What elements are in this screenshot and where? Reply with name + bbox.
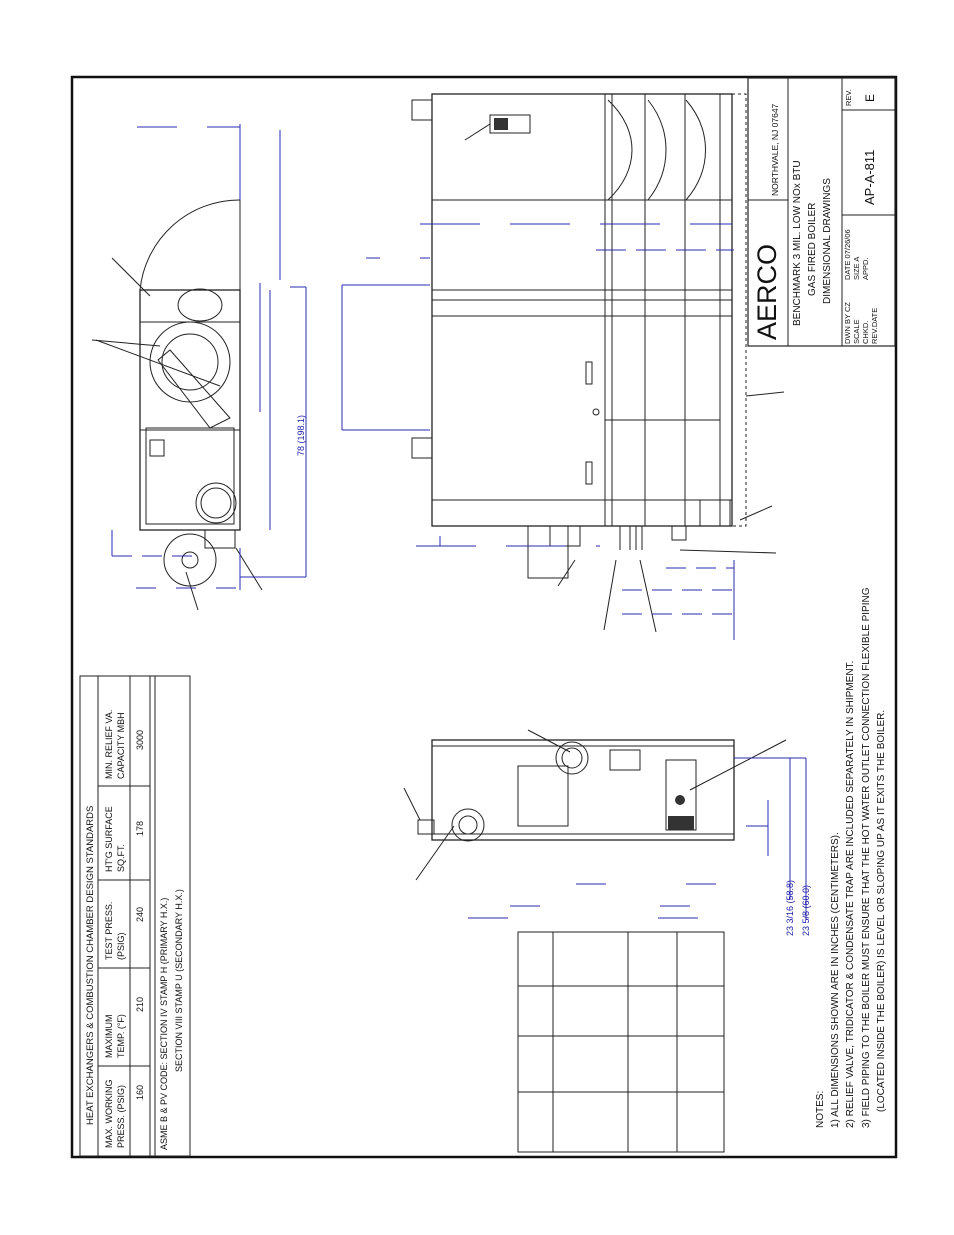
header-max-temp-2: TEMP. (°F) bbox=[116, 1014, 126, 1058]
design-standards-table bbox=[80, 676, 190, 1156]
company-logo: AERCO bbox=[752, 243, 782, 340]
dimension-grid bbox=[518, 932, 724, 1152]
value-max-temp: 210 bbox=[135, 996, 145, 1012]
value-relief: 3000 bbox=[135, 729, 145, 750]
rev-label: REV. bbox=[844, 89, 853, 106]
value-htg-surface: 178 bbox=[135, 820, 145, 836]
note-2: 2) RELIEF VALVE, TRIDICATOR & CONDENSATE TRAP ARE INCLUDED SEPARATELY IN SHIPMENT. bbox=[845, 660, 856, 1128]
header-max-temp-1: MAXIMUM bbox=[104, 1014, 114, 1058]
header-test-press-1: TEST PRESS. bbox=[104, 901, 114, 960]
drawing-number: AP-A-811 bbox=[862, 149, 877, 205]
sheet-border bbox=[72, 77, 896, 1157]
boiler-top-view bbox=[404, 730, 811, 936]
dwn-by: DWN BY CZ bbox=[843, 302, 852, 344]
drawing-title-line-1: BENCHMARK 3 MIL. LOW NOx BTU bbox=[792, 160, 803, 326]
appd-label: APPD. bbox=[861, 257, 870, 280]
drawing-title-line-2: GAS FIRED BOILER bbox=[807, 202, 818, 296]
header-max-working-1: MAX. WORKING bbox=[104, 1079, 114, 1148]
notes bbox=[815, 587, 887, 1128]
scale-label: SCALE bbox=[852, 319, 861, 344]
header-max-working-2: PRESS. (PSIG) bbox=[116, 1084, 126, 1148]
header-relief-2: CAPACITY MBH bbox=[116, 712, 126, 779]
chkd-label: CHKD. bbox=[861, 320, 870, 344]
header-relief-1: MIN. RELIEF VA. bbox=[104, 709, 114, 779]
note-3: 3) FIELD PIPING TO THE BOILER MUST ENSURE THAT THE HOT WATER OUTLET CONNECTION FLEXIBLE PIPING bbox=[861, 587, 872, 1128]
note-4: (LOCATED INSIDE THE BOILER) IS LEVEL OR SLOPING UP AS IT EXITS THE BOILER. bbox=[876, 709, 887, 1112]
boiler-side-view bbox=[342, 94, 784, 640]
company-location: NORTHVALE, NJ 07647 bbox=[770, 103, 780, 196]
rev-value: E bbox=[863, 93, 877, 102]
drawing-title-line-3: DIMENSIONAL DRAWINGS bbox=[822, 178, 833, 304]
dim-depth-b: 23 5/8 (60.0) bbox=[801, 884, 811, 936]
value-max-working: 160 bbox=[135, 1084, 145, 1100]
rev-date-label: REV.DATE bbox=[870, 307, 879, 344]
header-htg-surface-1: HT'G SURFACE bbox=[104, 806, 114, 872]
dim-height: 78 (198.1) bbox=[296, 414, 306, 456]
drawing-date: DATE 07/26/06 bbox=[843, 229, 852, 280]
size-label: SIZE A bbox=[852, 256, 861, 280]
dim-depth-a: 23 3/16 (58.8) bbox=[785, 879, 795, 936]
table-title: HEAT EXCHANGERS & COMBUSTION CHAMBER DESIGN STANDARDS bbox=[85, 805, 96, 1125]
title-block bbox=[748, 78, 895, 346]
note-1: 1) ALL DIMENSIONS SHOWN ARE IN INCHES (CENTIMETERS). bbox=[830, 832, 841, 1128]
asme-code-line-1: ASME B & PV CODE: SECTION IV STAMP H (PRIMARY H.X.) bbox=[159, 897, 169, 1150]
header-test-press-2: (PSIG) bbox=[116, 932, 126, 960]
asme-code-line-2: SECTION VIII STAMP U (SECONDARY H.X.) bbox=[174, 889, 184, 1072]
boiler-front-view bbox=[92, 124, 306, 610]
value-test-press: 240 bbox=[135, 906, 145, 922]
header-htg-surface-2: SQ.FT. bbox=[116, 843, 126, 872]
notes-heading: NOTES: bbox=[815, 1090, 826, 1128]
